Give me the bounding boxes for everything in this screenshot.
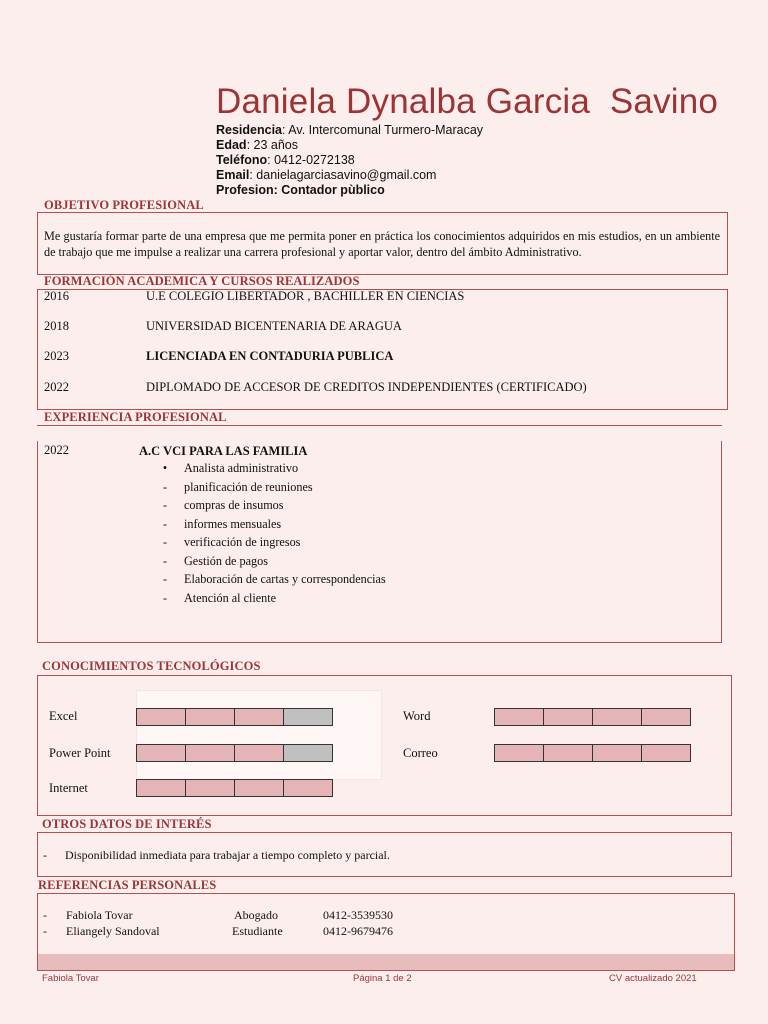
age-line: Edad: 23 años [216,138,298,152]
task-text: Gestión de pagos [184,553,268,568]
skill-level-bar [136,779,333,797]
task-text: Atención al cliente [184,590,277,605]
skill-level-filled-segment [185,708,235,726]
task-marker: - [162,479,168,494]
objective-text: Me gustaría formar parte de una empresa que me permita poner en práctica los conocimientos adquiridos en mis estudios, en un ambiente de trabajo que me impulse a realizar una carrera profesional y aportar valor, dentro del ámbito Administrativo. [44,229,720,259]
skill-level-filled-segment [234,779,284,797]
skill-label: Power Point [49,746,111,760]
other-text: Disponibilidad inmediata para trabajar a tiempo completo y parcial. [65,848,390,862]
reference-role: Abogado [234,908,278,922]
task-text: verificación de ingresos [184,535,301,549]
skill-level-filled-segment [641,744,691,762]
reference-name: Eliangely Sandoval [66,924,160,938]
task-text: planificación de reuniones [184,479,313,494]
skill-label: Internet [49,781,88,795]
task-text: informes mensuales [184,516,282,531]
experience-year: 2022 [44,443,69,457]
skill-level-filled-segment [136,779,186,797]
skill-level-filled-segment [641,708,691,726]
phone-line: Teléfono: 0412-0272138 [216,153,355,167]
reference-phone: 0412-3539530 [323,908,393,922]
experience-task-item [160,517,386,536]
skill-label: Excel [49,709,78,723]
experience-task-item [160,591,386,610]
skill-level-filled-segment [543,744,593,762]
experience-task-item [160,461,386,480]
footer-page-number: Página 1 de 2 [353,973,412,984]
candidate-name: Daniela Dynalba Garcia Savino [216,82,719,121]
education-year: 2022 [44,380,69,394]
experience-company: A.C VCI PARA LAS FAMILIA [139,444,308,458]
skill-level-empty-segment [283,708,333,726]
skill-level-filled-segment [283,779,333,797]
task-marker: - [162,516,168,531]
experience-task-item [160,572,386,591]
task-text: Analista administrativo [184,461,299,475]
experience-title: EXPERIENCIA PROFESIONAL [44,410,227,424]
task-marker: - [162,572,168,586]
residence-line: Residencia: Av. Intercomunal Turmero-Maracay [216,123,484,137]
skill-label: Correo [403,746,438,760]
skill-level-filled-segment [543,708,593,726]
profession-line: Profesion: Contador pùblico [216,183,385,197]
skill-level-filled-segment [592,744,642,762]
skill-level-filled-segment [185,779,235,797]
skill-level-filled-segment [136,744,186,762]
education-year: 2018 [44,319,69,333]
skill-level-bar [494,708,691,726]
skill-level-filled-segment [185,744,235,762]
objective-box [37,212,728,275]
education-description: DIPLOMADO DE ACCESOR DE CREDITOS INDEPENDIENTES (CERTIFICADO) [146,380,587,394]
task-text: Elaboración de cartas y correspondencias [184,572,386,586]
reference-role: Estudiante [232,924,283,938]
task-marker: - [162,553,168,568]
references-shaded-strip [38,954,734,970]
other-title: OTROS DATOS DE INTERÉS [42,817,212,831]
skills-table-shading [136,690,382,780]
education-year: 2016 [44,289,69,303]
skills-title: CONOCIMIENTOS TECNOLÓGICOS [42,659,261,673]
education-description: LICENCIADA EN CONTADURIA PUBLICA [146,349,394,363]
education-description: UNIVERSIDAD BICENTENARIA DE ARAGUA [146,319,402,333]
skill-level-filled-segment [494,744,544,762]
experience-task-item [160,554,386,573]
experience-task-list [160,461,386,609]
skill-level-filled-segment [592,708,642,726]
task-marker: - [162,535,168,549]
contact-block [216,123,483,198]
education-year: 2023 [44,349,69,363]
reference-phone: 0412-9679476 [323,924,393,938]
skill-level-empty-segment [283,744,333,762]
experience-top-rule [37,425,722,426]
task-text: compras de insumos [184,498,284,512]
skill-label: Word [403,709,431,723]
task-marker: • [162,461,168,475]
skill-level-filled-segment [136,708,186,726]
education-title: FORMACIÓN ACADEMICA Y CURSOS REALIZADOS [44,274,360,288]
reference-name: Fabiola Tovar [66,908,133,922]
reference-marker: - [43,908,47,922]
references-title: REFERENCIAS PERSONALES [38,878,217,892]
experience-task-item [160,535,386,554]
reference-marker: - [43,924,47,938]
education-description: U.E COLEGIO LIBERTADOR , BACHILLER EN CIENCIAS [146,289,465,303]
experience-task-item [160,480,386,499]
skill-level-filled-segment [234,744,284,762]
footer-left: Fabiola Tovar [42,973,99,984]
footer-right: CV actualizado 2021 [609,973,697,984]
task-marker: - [162,498,168,512]
skill-level-bar [494,744,691,762]
skill-level-filled-segment [234,708,284,726]
objective-title: OBJETIVO PROFESIONAL [44,198,204,212]
skill-level-filled-segment [494,708,544,726]
email-line: Email: danielagarciasavino@gmail.com [216,168,437,182]
other-marker: - [43,848,47,862]
task-marker: - [162,590,168,605]
skill-level-bar [136,708,333,726]
skill-level-bar [136,744,333,762]
experience-task-item [160,498,386,517]
